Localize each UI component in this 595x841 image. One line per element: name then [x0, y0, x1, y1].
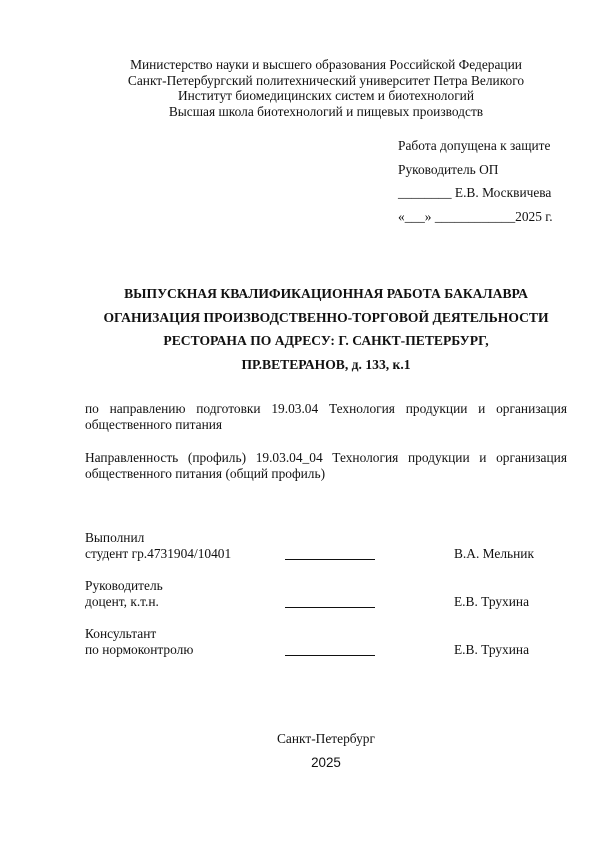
- approval-admitted: Работа допущена к защите: [398, 138, 551, 153]
- direction-line-2: общественного питания: [85, 417, 223, 432]
- signature-line: [285, 607, 375, 608]
- role-detail: по нормоконтролю: [85, 642, 194, 657]
- role-detail: доцент, к.т.н.: [85, 594, 159, 609]
- role-title: Выполнил: [85, 530, 145, 545]
- approval-block: [398, 138, 553, 232]
- ministry-line: Министерство науки и высшего образования Российской Федерации: [130, 57, 522, 72]
- university-line: Санкт-Петербургский политехнический университет Петра Великого: [127, 72, 525, 88]
- role-title: Консультант: [85, 626, 157, 641]
- profile-paragraph: [85, 450, 567, 482]
- approval-supervisor-sign: ________ Е.В. Москвичева: [398, 185, 552, 200]
- role-title: Руководитель: [85, 578, 163, 593]
- title-line-1: ВЫПУСКНАЯ КВАЛИФИКАЦИОННАЯ РАБОТА БАКАЛАВРА: [124, 286, 528, 301]
- signature-role: [85, 530, 231, 562]
- school-line: Высшая школа биотехнологий и пищевых производств: [168, 103, 484, 119]
- signatory-name: В.А. Мельник: [454, 546, 534, 561]
- profile-line-2: общественного питания (общий профиль): [85, 466, 326, 481]
- signature-row-consultant: [85, 626, 567, 660]
- institute-line: Институт биомедицинских систем и биотехнологий: [177, 88, 475, 104]
- signatory-name: Е.В. Трухина: [454, 594, 530, 609]
- signature-row-supervisor: [85, 578, 567, 612]
- thesis-title: [0, 285, 595, 380]
- signature-row-student: [85, 530, 567, 564]
- title-line-4: ПР.ВЕТЕРАНОВ, д. 133, к.1: [241, 357, 411, 373]
- year-footer: 2025: [311, 755, 341, 770]
- approval-supervisor-role: Руководитель ОП: [398, 161, 499, 177]
- organization-header: [0, 57, 595, 119]
- approval-date: «___» ____________2025 г.: [398, 208, 553, 224]
- role-detail: студент гр.4731904/10401: [85, 546, 232, 561]
- signature-line: [285, 559, 375, 560]
- profile-line-1: Направленность (профиль) 19.03.04_04 Технология продукции и организация: [85, 450, 567, 465]
- title-line-2: ОГАНИЗАЦИЯ ПРОИЗВОДСТВЕННО-ТОРГОВОЙ ДЕЯТЕЛЬНОСТИ: [103, 309, 549, 325]
- direction-line-1: по направлению подготовки 19.03.04 Технология продукции и организация: [85, 401, 567, 416]
- signatory-name: Е.В. Трухина: [454, 642, 530, 657]
- city-footer: Санкт-Петербург: [277, 731, 375, 746]
- title-line-3: РЕСТОРАНА ПО АДРЕСУ: Г. САНКТ-ПЕТЕРБУРГ,: [163, 333, 489, 349]
- signature-role: [85, 626, 193, 658]
- direction-paragraph: [85, 401, 567, 433]
- signature-role: [85, 578, 163, 610]
- signature-line: [285, 655, 375, 656]
